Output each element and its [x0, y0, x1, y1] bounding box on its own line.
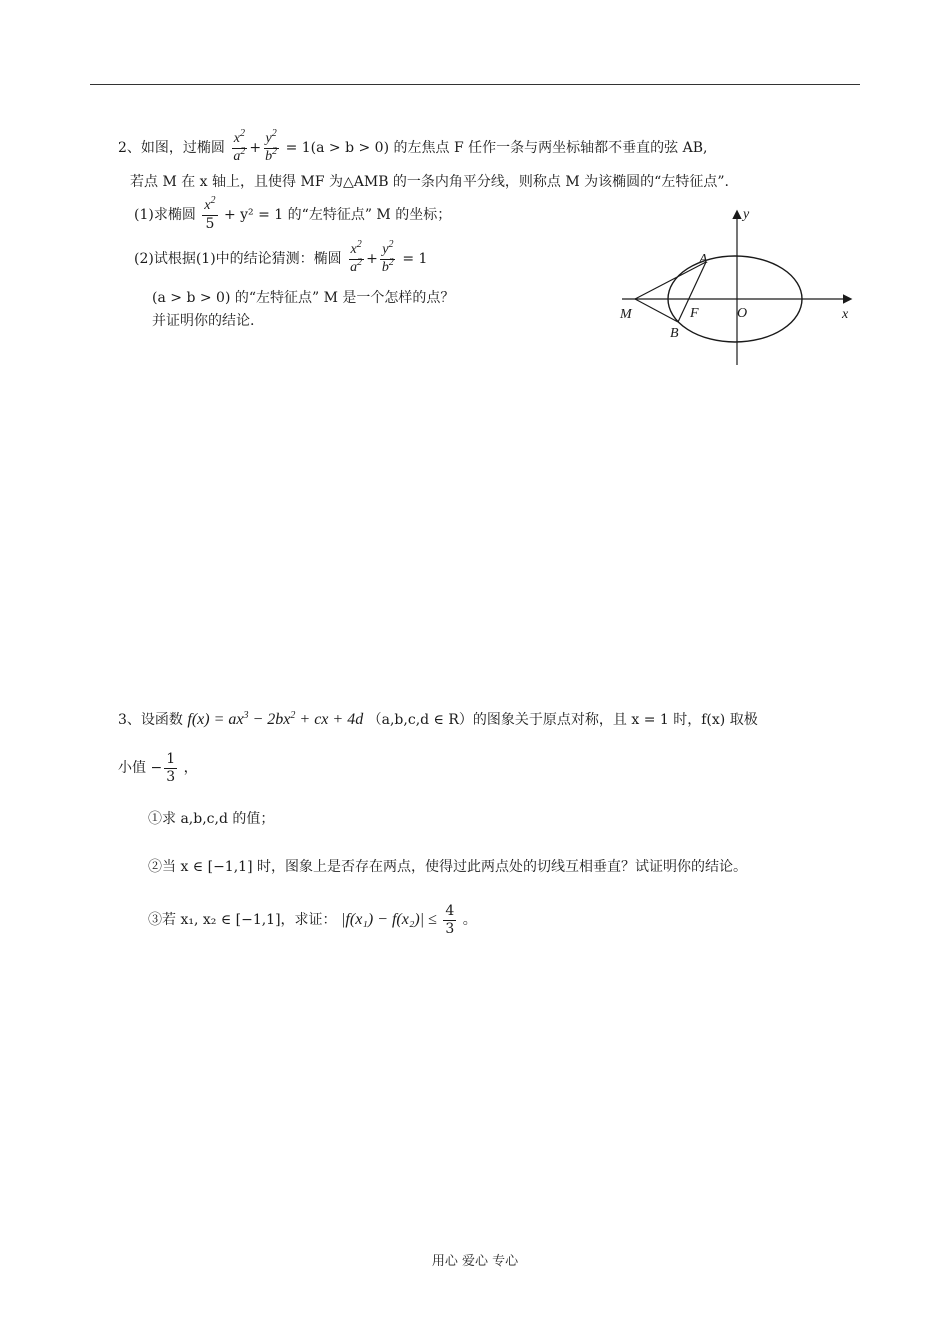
label-A: A [699, 252, 708, 267]
function-definition: $f(x) = ax^3 - 2bx^2$ + cx + 4d [187, 710, 364, 728]
label-M: M [620, 307, 632, 322]
problem-3-question-1: ①求 a,b,c,d 的值； [148, 811, 275, 827]
page-footer: 用心 爱心 专心 [431, 1254, 519, 1269]
label-B: B [670, 326, 679, 341]
segment-MB [635, 299, 678, 322]
label-y: y [743, 207, 750, 222]
problem-3-question-2: ②当 x ∈ [−1,1] 时，图象上是否存在两点，使得过此两点处的切线互相垂直？试证明你的结论。 [148, 859, 747, 875]
problem-3-line-1: 3、设函数 $f(x) = ax^3 - 2bx^2$ + cx + 4d （a,b,c,d ∈ R）的图象关于原点对称，且 x = 1 时，f(x) 取极 [118, 710, 758, 728]
fraction-four-thirds: $\frac{4}{3}$ [445, 903, 455, 937]
fraction-x2-a2: $\frac{x^2}{a^2}$ [233, 128, 246, 164]
fraction-x2-a2-b: $\frac{x^2}{a^2}$ [350, 239, 363, 275]
problem-2-question-2: (2)试根据(1)中的结论猜测：椭圆 $\frac{x^2}{a^2}$ + $\frac{y^2}{b^2}$ = 1 [134, 239, 428, 275]
label-x: x [842, 307, 849, 322]
fraction-y2-b2-b: $\frac{y^2}{b^2}$ [381, 239, 394, 275]
fraction-x2-5: $\frac{x^2}{5}$ [204, 195, 216, 232]
fraction-one-third: $\frac{1}{3}$ [166, 751, 176, 785]
problem-2-line-2: 若点 M 在 x 轴上，且使得 MF 为△AMB 的一条内角平分线，则称点 M 为该椭圆的“左特征点”. [130, 174, 729, 190]
fraction-y2-b2: $\frac{y^2}{b^2}$ [265, 128, 278, 164]
label-O: O [737, 306, 748, 321]
problem-2-question-2-line-3: 并证明你的结论. [152, 313, 255, 329]
header-rule [90, 84, 860, 85]
problem-2-line-1: 2、如图，过椭圆 $\frac{x^2}{a^2}$ + $\frac{y^2}{b^2}$ = 1(a > b > 0) 的左焦点 F 任作一条与两坐标轴都不垂直的弦 AB, [118, 128, 708, 164]
segment-MA [635, 262, 706, 299]
problem-3-line-2: 小值 − $\frac{1}{3}$ ， [118, 751, 198, 785]
problem-2-question-1: (1)求椭圆 $\frac{x^2}{5}$ + y² = 1 的“左特征点” M 的坐标； [134, 195, 452, 232]
problem-3-question-3: ③若 x₁, x₂ ∈ [−1,1]，求证： |f(x₁) − f(x₂)| ≤ $\frac{4}{3}$ 。 [148, 903, 477, 937]
ellipse-diagram [600, 200, 870, 375]
problem-2-question-2-line-2: (a > b > 0) 的“左特征点” M 是一个怎样的点？ [152, 290, 455, 306]
label-F: F [690, 306, 699, 321]
